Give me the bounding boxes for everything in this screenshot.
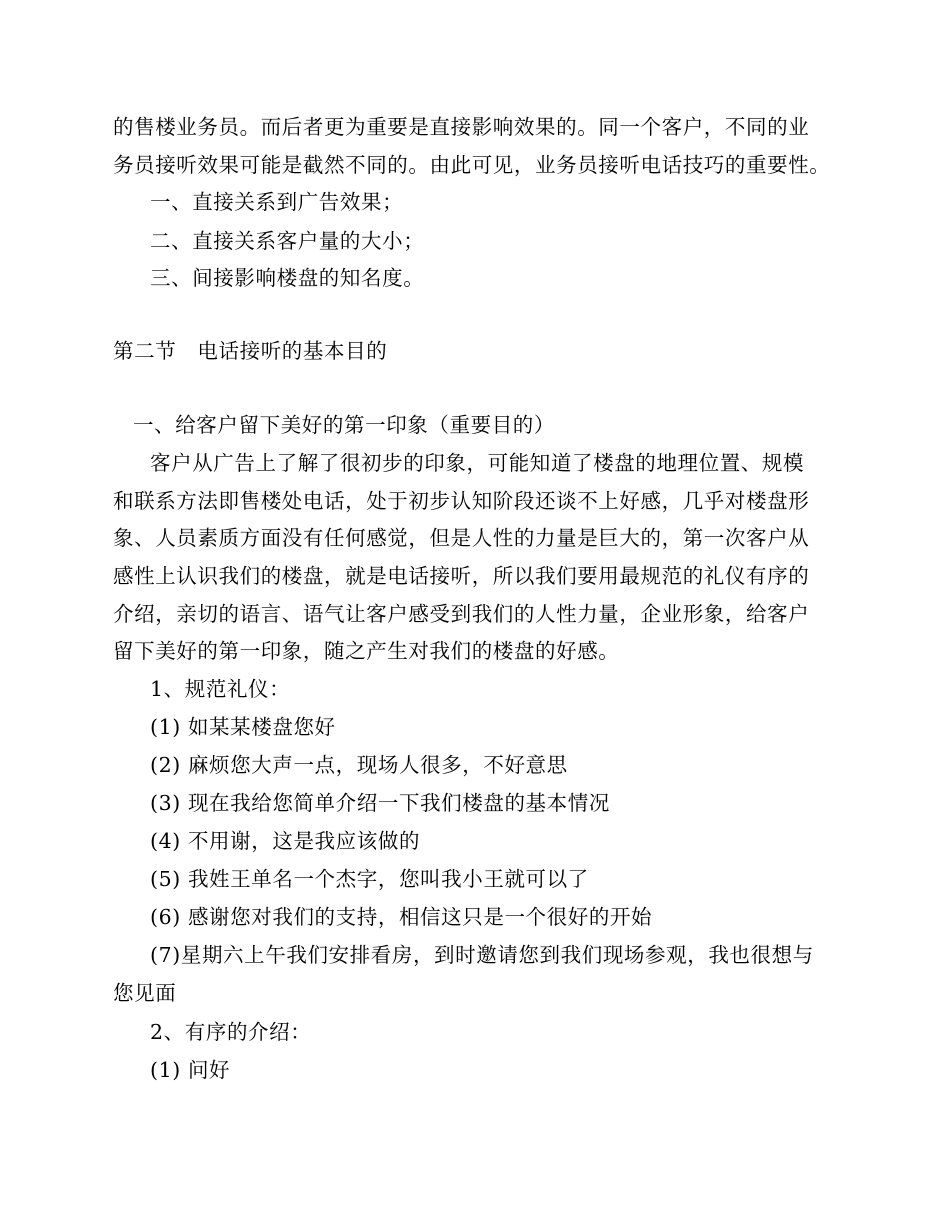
paragraph-line: 和联系方法即售楼处电话，处于初步认知阶段还谈不上好感，几乎对楼盘形	[113, 489, 810, 513]
paragraph-line: 介绍，亲切的语言、语气让客户感受到我们的人性力量，企业形象，给客户	[113, 602, 810, 626]
list-heading: 1、规范礼仪：	[150, 677, 291, 701]
list-item: (5) 我姓王单名一个杰字，您叫我小王就可以了	[150, 867, 589, 891]
paragraph-line: 客户从广告上了解了很初步的印象，可能知道了楼盘的地理位置、规模	[150, 451, 805, 475]
list-item: (2) 麻烦您大声一点，现场人很多，不好意思	[150, 753, 568, 777]
list-item: (4) 不用谢，这是我应该做的	[150, 829, 421, 853]
list-item: (3) 现在我给您简单介绍一下我们楼盘的基本情况	[150, 791, 610, 815]
list-heading: 2、有序的介绍：	[150, 1020, 312, 1044]
section-heading: 第二节 电话接听的基本目的	[113, 339, 388, 363]
list-item: 三、间接影响楼盘的知名度。	[150, 266, 425, 290]
paragraph-line: 留下美好的第一印象，随之产生对我们的楼盘的好感。	[113, 639, 620, 663]
list-item: (1) 如某某楼盘您好	[150, 715, 336, 739]
list-item: 二、直接关系客户量的大小；	[150, 229, 425, 253]
list-item: 一、直接关系到广告效果；	[150, 190, 404, 214]
subsection-heading: 一、给客户留下美好的第一印象（重要目的）	[133, 413, 555, 437]
list-item: (7)星期六上午我们安排看房，到时邀请您到我们现场参观，我也很想与	[150, 943, 814, 967]
paragraph-line: 感性上认识我们的楼盘，就是电话接听，所以我们要用最规范的礼仪有序的	[113, 564, 810, 588]
paragraph-line: 务员接听效果可能是截然不同的。由此可见，业务员接听电话技巧的重要性。	[113, 153, 831, 177]
list-item: (6) 感谢您对我们的支持，相信这只是一个很好的开始	[150, 905, 653, 929]
paragraph-line: 的售楼业务员。而后者更为重要是直接影响效果的。同一个客户，不同的业	[113, 115, 810, 139]
list-item-continuation: 您见面	[113, 981, 177, 1005]
paragraph-line: 象、人员素质方面没有任何感觉，但是人性的力量是巨大的，第一次客户从	[113, 526, 810, 550]
list-item: (1) 问好	[150, 1058, 231, 1082]
